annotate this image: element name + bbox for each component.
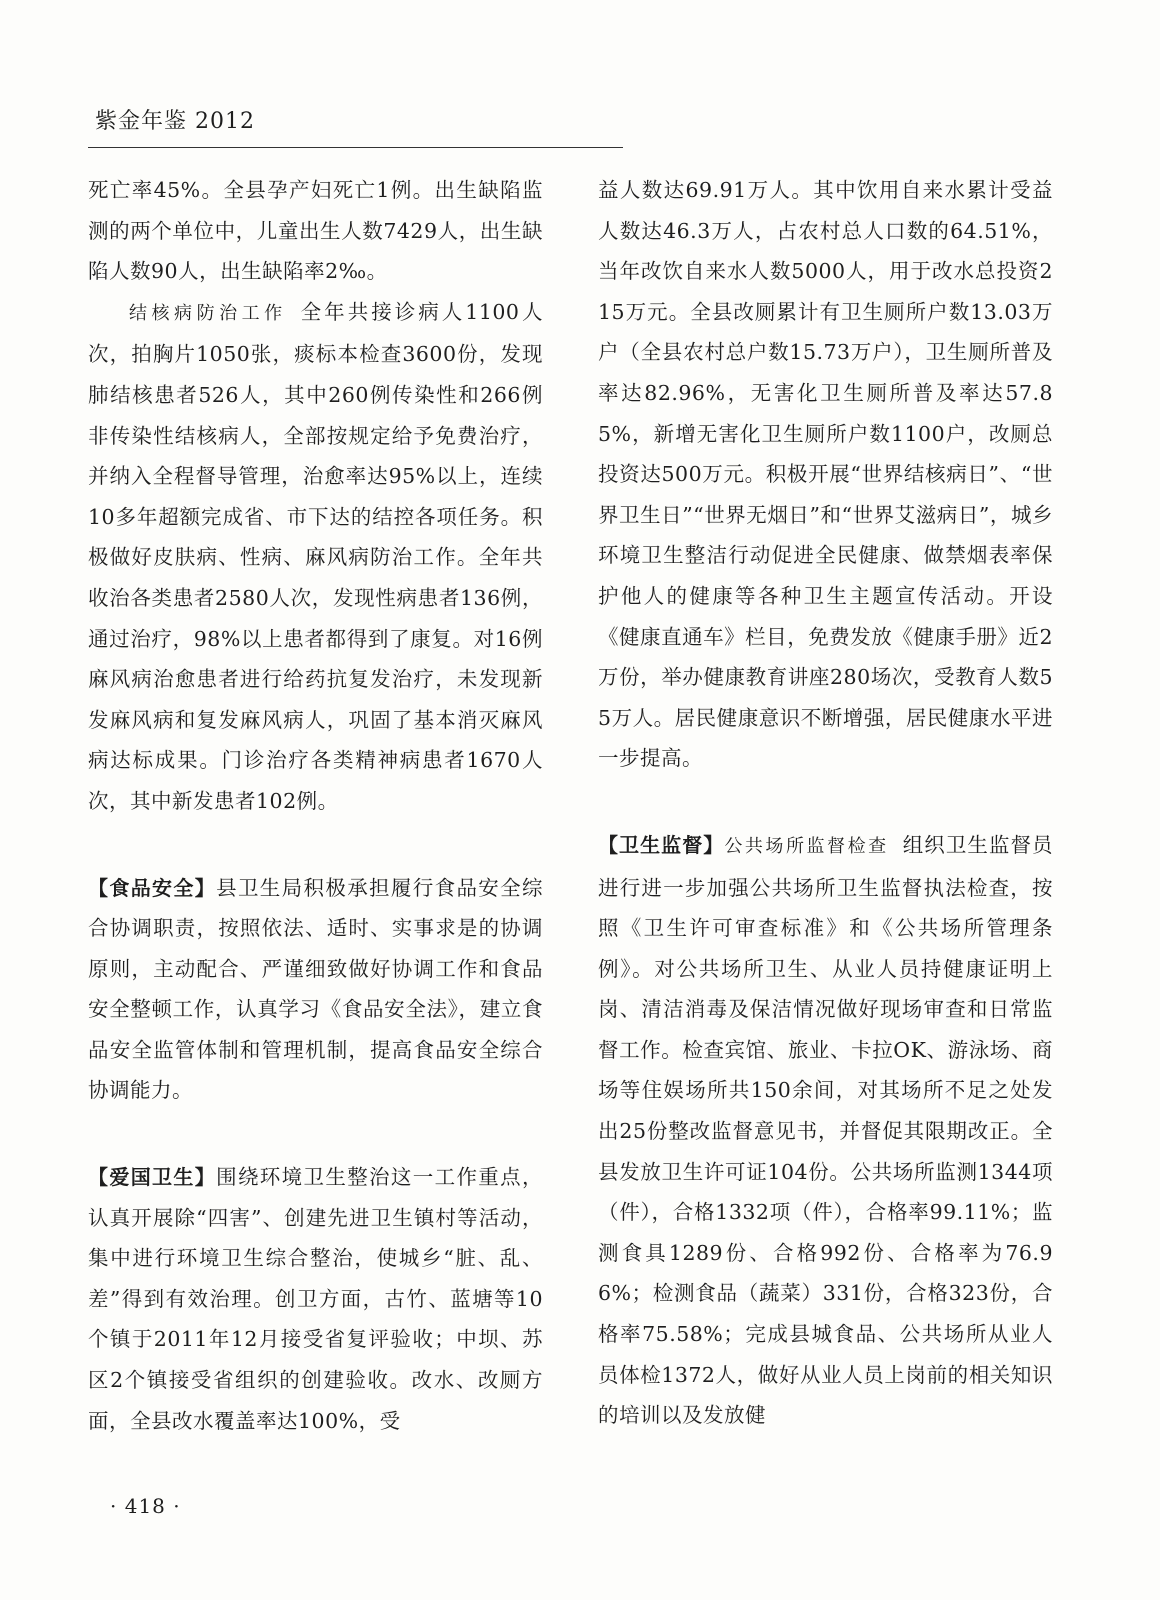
page-number: · 418 ·	[110, 1494, 181, 1518]
section-patriotic-health-text: 围绕环境卫生整治这一工作重点，认真开展除“四害”、创建先进卫生镇村等活动，集中进行环境卫生综合整治，使城乡“脏、乱、差”得到有效治理。创卫方面，古竹、蓝塘等10个镇于2011年12月接受省复评验收；中坝、苏区2个镇接受省组织的创建验收。改水、改厕方面，全县改水覆盖率达100%，受	[88, 1165, 544, 1433]
subheading-tuberculosis: 结核病防治工作	[129, 302, 287, 324]
left-column	[88, 170, 543, 1441]
right-column	[598, 170, 1053, 1436]
section-patriotic-health	[88, 1157, 543, 1441]
paragraph-water-toilet: 益人数达69.91万人。其中饮用自来水累计受益人数达46.3万人，占农村总人口数的64.51%，当年改饮自来水人数5000人，用于改水总投资215万元。全县改厕累计有卫生厕所户数13.03万户（全县农村总户数15.73万户），卫生厕所普及率达82.96%，无害化卫生厕所普及率达57.85%，新增无害化卫生厕所户数1100户，改厕总投资达500万元。积极开展“世界结核病日”、“世界卫生日”“世界无烟日”和“世界艾滋病日”，城乡环境卫生整洁行动促进全民健康、做禁烟表率保护他人的健康等各种卫生主题宣传活动。开设《健康直通车》栏目，免费发放《健康手册》近2万份，举办健康教育讲座280场次，受教育人数55万人。居民健康意识不断增强，居民健康水平进一步提高。	[598, 178, 1053, 771]
section-health-supervision	[598, 825, 1053, 1436]
heading-health-supervision: 【卫生监督】	[598, 832, 725, 857]
section-health-supervision-text: 组织卫生监督员进行进一步加强公共场所卫生监督执法检查，按照《卫生许可审查标准》和《公共场所管理条例》。对公共场所卫生、从业人员持健康证明上岗、清洁消毒及保洁情况做好现场审查和日常监督工作。检查宾馆、旅业、卡拉OK、游泳场、商场等住娱场所共150余间，对其场所不足之处发出25份整改监督意见书，并督促其限期改正。全县发放卫生许可证104份。公共场所监测1344项（件），合格1332项（件），合格率99.11%；监测食具1289份、合格992份、合格率为76.96%；检测食品（蔬菜）331份，合格323份，合格率75.58%；完成县城食品、公共场所从业人员体检1372人，做好从业人员上岗前的相关知识的培训以及发放健	[598, 832, 1054, 1428]
heading-food-safety: 【食品安全】	[88, 875, 217, 900]
paragraph-tuberculosis	[88, 292, 543, 822]
subheading-public-places: 公共场所监督检查	[724, 835, 889, 857]
section-food-safety	[88, 868, 543, 1112]
running-header: 紫金年鉴 2012	[95, 109, 255, 134]
heading-patriotic-health: 【爱国卫生】	[88, 1165, 217, 1190]
header-rule	[88, 147, 623, 148]
paragraph-tuberculosis-text: 全年共接诊病人1100人次，拍胸片1050张，痰标本检查3600份，发现肺结核患者526人，其中260例传染性和266例非传染性结核病人，全部按规定给予免费治疗，并纳入全程督导管理，治愈率达95%以上，连续10多年超额完成省、市下达的结控各项任务。积极做好皮肤病、性病、麻风病防治工作。全年共收治各类患者2580人次，发现性病患者136例，通过治疗，98%以上患者都得到了康复。对16例麻风病治愈患者进行给药抗复发治疗，未发现新发麻风病和复发麻风病人，巩固了基本消灭麻风病达标成果。门诊治疗各类精神病患者1670人次，其中新发患者102例。	[88, 299, 544, 813]
section-food-safety-text: 县卫生局积极承担履行食品安全综合协调职责，按照依法、适时、实事求是的协调原则，主动配合、严谨细致做好协调工作和食品安全整顿工作，认真学习《食品安全法》，建立食品安全监管体制和管理机制，提高食品安全综合协调能力。	[88, 875, 544, 1103]
paragraph-birth-defects: 死亡率45%。全县孕产妇死亡1例。出生缺陷监测的两个单位中，儿童出生人数7429人，出生缺陷人数90人，出生缺陷率2‰。	[88, 178, 543, 284]
